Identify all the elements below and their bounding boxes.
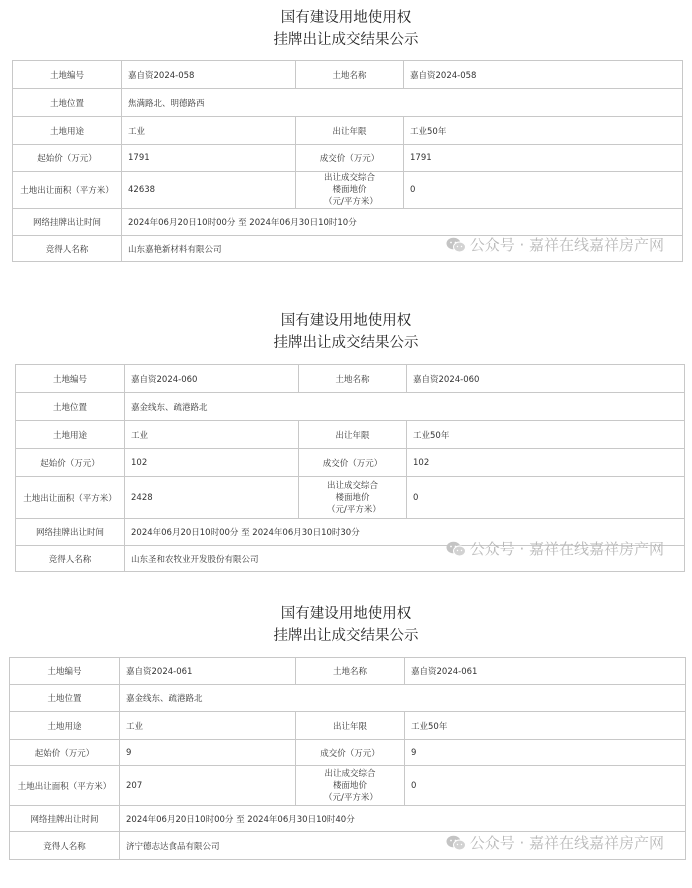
table-row (10, 685, 686, 712)
deal-price-value: 9 (405, 740, 686, 766)
floor-price-value: 0 (404, 172, 683, 209)
deal-price-label: 成交价（万元） (296, 145, 404, 172)
listing-time-value: 2024年06月20日10时00分 至 2024年06月30日10时10分 (122, 209, 683, 236)
table-row (10, 712, 686, 740)
deal-price-value: 102 (407, 449, 685, 477)
parcel-no-label: 土地编号 (10, 658, 120, 685)
start-price-value: 1791 (122, 145, 296, 172)
winner-value: 山东嘉艳新材料有限公司 (122, 236, 683, 262)
term-value: 工业50年 (405, 712, 686, 740)
area-label: 土地出让面积（平方米） (13, 172, 122, 209)
notice-title-line2: 挂牌出让成交结果公示 (273, 628, 419, 644)
floor-price-label: 出让成交综合楼面地价（元/平方米） (299, 477, 407, 519)
parcel-name-value: 嘉自资2024-060 (407, 365, 685, 393)
start-price-label: 起始价（万元） (16, 449, 125, 477)
parcel-name-label: 土地名称 (296, 61, 404, 89)
table-row (13, 145, 683, 172)
usage-value: 工业 (120, 712, 296, 740)
watermark-text: 公众号 · 嘉祥在线嘉祥房产网 (469, 540, 664, 558)
term-label: 出让年限 (296, 117, 404, 145)
table-row (16, 393, 685, 421)
table-row (16, 365, 685, 393)
parcel-no-value: 嘉自资2024-060 (125, 365, 299, 393)
location-value: 焦满路北、明德路西 (122, 89, 683, 117)
deal-price-label: 成交价（万元） (299, 449, 407, 477)
usage-label: 土地用途 (13, 117, 122, 145)
usage-label: 土地用途 (10, 712, 120, 740)
watermark-text: 公众号 · 嘉祥在线嘉祥房产网 (469, 834, 664, 852)
area-value: 2428 (125, 477, 299, 519)
notice-title-line1: 国有建设用地使用权 (280, 10, 412, 26)
notice-title-line2: 挂牌出让成交结果公示 (273, 335, 419, 351)
parcel-no-label: 土地编号 (16, 365, 125, 393)
parcel-name-label: 土地名称 (299, 365, 407, 393)
winner-label: 竞得人名称 (13, 236, 122, 262)
parcel-name-label: 土地名称 (296, 658, 405, 685)
watermark (446, 832, 664, 853)
wechat-icon (446, 541, 466, 557)
land-transfer-table (12, 60, 683, 262)
table-row (16, 477, 685, 519)
term-label: 出让年限 (296, 712, 405, 740)
table-row (10, 658, 686, 685)
winner-value: 济宁德志达食品有限公司 (120, 832, 686, 860)
term-value: 工业50年 (407, 421, 685, 449)
location-label: 土地位置 (10, 685, 120, 712)
watermark (446, 234, 664, 255)
location-value: 嘉金线东、疏港路北 (125, 393, 685, 421)
floor-price-label: 出让成交综合楼面地价（元/平方米） (296, 172, 404, 209)
deal-price-label: 成交价（万元） (296, 740, 405, 766)
listing-time-label: 网络挂牌出让时间 (13, 209, 122, 236)
term-label: 出让年限 (299, 421, 407, 449)
parcel-no-value: 嘉自资2024-061 (120, 658, 296, 685)
listing-time-value: 2024年06月20日10时00分 至 2024年06月30日10时40分 (120, 806, 686, 832)
winner-label: 竞得人名称 (16, 546, 125, 572)
location-label: 土地位置 (16, 393, 125, 421)
parcel-no-label: 土地编号 (13, 61, 122, 89)
usage-value: 工业 (122, 117, 296, 145)
table-row (13, 89, 683, 117)
area-value: 42638 (122, 172, 296, 209)
floor-price-value: 0 (407, 477, 685, 519)
location-label: 土地位置 (13, 89, 122, 117)
land-transfer-table (9, 657, 686, 860)
floor-price-label: 出让成交综合楼面地价（元/平方米） (296, 766, 405, 806)
listing-time-label: 网络挂牌出让时间 (16, 519, 125, 546)
notice-title-line1: 国有建设用地使用权 (280, 606, 412, 622)
wechat-icon (446, 237, 466, 253)
floor-price-value: 0 (405, 766, 686, 806)
parcel-name-value: 嘉自资2024-061 (405, 658, 686, 685)
area-label: 土地出让面积（平方米） (10, 766, 120, 806)
table-row (13, 117, 683, 145)
table-row (16, 421, 685, 449)
watermark-text: 公众号 · 嘉祥在线嘉祥房产网 (469, 236, 664, 254)
table-row (13, 172, 683, 209)
parcel-name-value: 嘉自资2024-058 (404, 61, 683, 89)
area-value: 207 (120, 766, 296, 806)
table-row (10, 740, 686, 766)
listing-time-value: 2024年06月20日10时00分 至 2024年06月30日10时30分 (125, 519, 685, 546)
table-row (10, 806, 686, 832)
usage-label: 土地用途 (16, 421, 125, 449)
start-price-value: 9 (120, 740, 296, 766)
term-value: 工业50年 (404, 117, 683, 145)
watermark (446, 538, 664, 559)
parcel-no-value: 嘉自资2024-058 (122, 61, 296, 89)
notice-title-line1: 国有建设用地使用权 (280, 313, 412, 329)
table-row (13, 61, 683, 89)
wechat-icon (446, 835, 466, 851)
area-label: 土地出让面积（平方米） (16, 477, 125, 519)
winner-value: 山东圣和农牧业开发股份有限公司 (125, 546, 685, 572)
deal-price-value: 1791 (404, 145, 683, 172)
start-price-label: 起始价（万元） (10, 740, 120, 766)
table-row (10, 766, 686, 806)
listing-time-label: 网络挂牌出让时间 (10, 806, 120, 832)
start-price-label: 起始价（万元） (13, 145, 122, 172)
notice-title-line2: 挂牌出让成交结果公示 (273, 32, 419, 48)
usage-value: 工业 (125, 421, 299, 449)
location-value: 嘉金线东、疏港路北 (120, 685, 686, 712)
start-price-value: 102 (125, 449, 299, 477)
table-row (13, 209, 683, 236)
winner-label: 竞得人名称 (10, 832, 120, 860)
table-row (16, 449, 685, 477)
